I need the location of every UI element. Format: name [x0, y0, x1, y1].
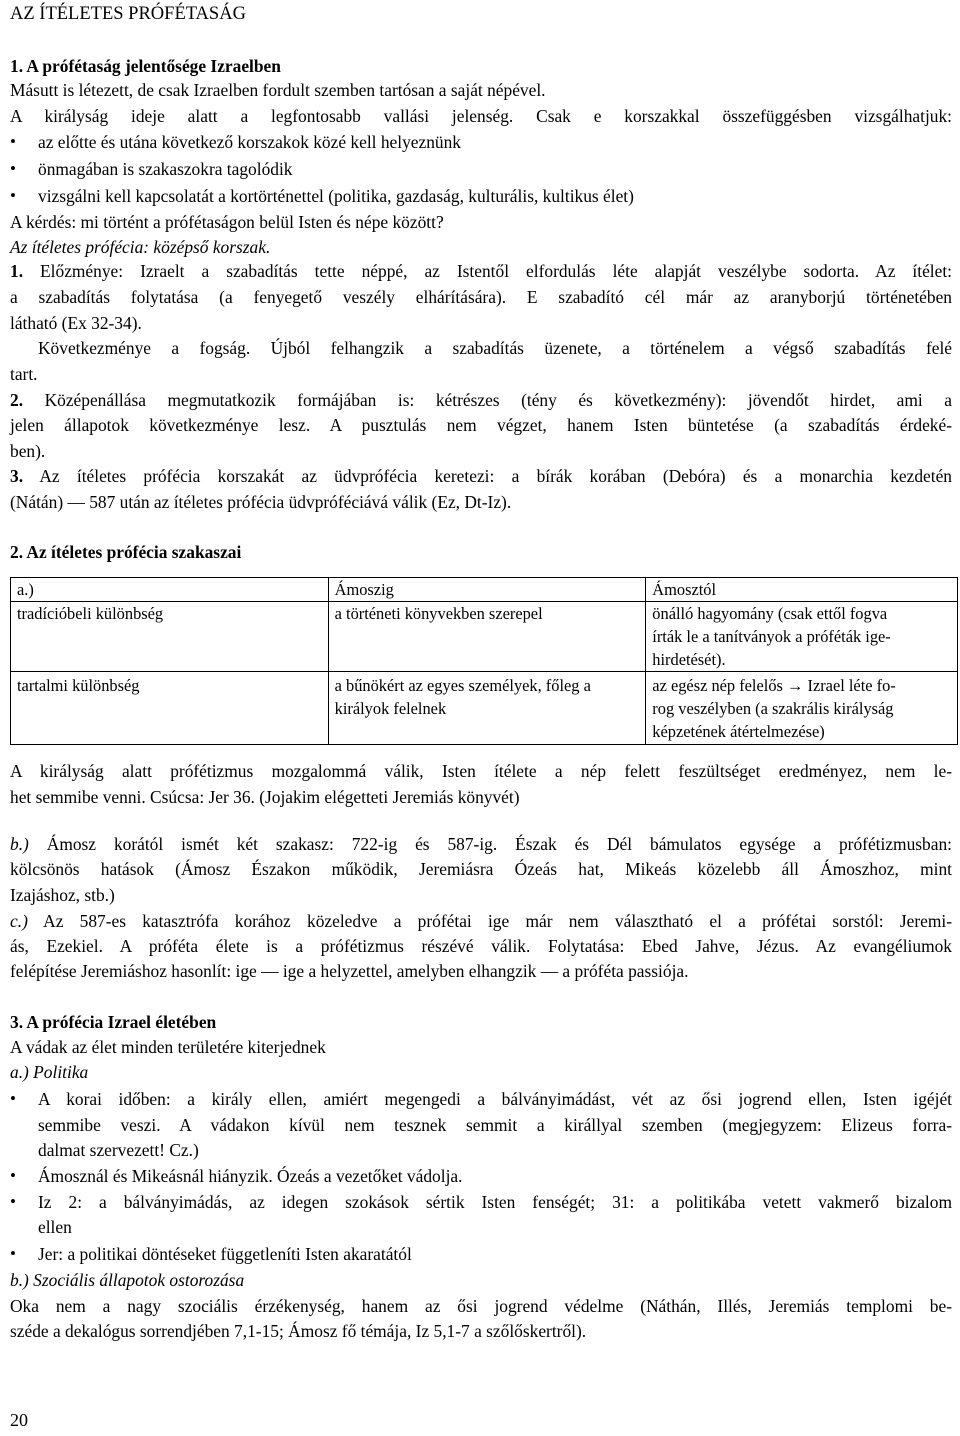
paragraph-line: A királyság ideje alatt a legfontosabb vallási jelenség. Csak e korszakkal összefüggésben vizsgálhatjuk:: [10, 106, 952, 126]
paragraph-line: het semmibe venni. Csúcsa: Jer 36. (Jojakim elégetteti Jeremiás könyvét): [10, 787, 520, 807]
paragraph-line: [10, 259, 952, 283]
bullet-item: • Jer: a politikai döntéseket függetleníti Isten akaratától: [38, 1242, 952, 1266]
bullet-item: • az előtte és utána következő korszakok közé kell helyeznünk: [38, 130, 952, 154]
paragraph-line: [10, 464, 952, 488]
paragraph-text: Az ítéletes prófécia korszakát az üdvprófécia keretezi: a bírák korában (Debóra) és a monarchia kezdetén: [23, 466, 952, 486]
paragraph-text: Az 587-es katasztrófa korához közeledve a prófétai ige már nem választható el a prófétai sorstól: Jeremi-: [27, 911, 952, 931]
bullet-item: • A korai időben: a király ellen, amiért megengedi a bálványimádást, vét az ősi jogrend ellen, Isten igéjét: [38, 1087, 952, 1111]
paragraph-line: felépítése Jeremiáshoz hasonlít: ige — ige a helyzettel, amelyben elhangzik — a próféta passiója.: [10, 961, 689, 981]
section-1-heading: 1. A prófétaság jelentősége Izraelben: [10, 56, 281, 76]
bullet-continuation: dalmat szervezett! Cz.): [38, 1140, 199, 1160]
table-cell: tartalmi különbség: [11, 672, 329, 745]
table-cell: Ámosztól: [646, 578, 958, 602]
table-cell: [646, 672, 958, 745]
document-title: AZ ÍTÉLETES PRÓFÉTASÁG: [10, 4, 246, 24]
paragraph-line: (Nátán) — 587 után az ítéletes prófécia üdvpróféciává válik (Ez, Dt-Iz).: [10, 492, 512, 512]
point-number: 1.: [10, 261, 24, 281]
table-cell: a történeti könyvekben szerepel: [328, 602, 646, 672]
bullet-item: • Ámosznál és Mikeásnál hiányzik. Ózeás a vezetőket vádolja.: [38, 1164, 952, 1188]
table-header-row: [11, 578, 958, 602]
subsection-heading: b.) Szociális állapotok ostorozása: [10, 1270, 245, 1290]
cell-line: királyok felelnek: [334, 699, 447, 718]
bullet-continuation: semmibe veszi. A vádakon kívül nem tesznek semmit a királlyal szemben (megjegyzem: Elizeus forra-: [38, 1115, 952, 1135]
cell-line: képzetének átértelmezése): [652, 722, 825, 741]
paragraph-line: ben).: [10, 441, 46, 461]
table-cell: tradícióbeli különbség: [11, 602, 329, 672]
cell-line: önálló hagyomány (csak ettől fogva: [652, 604, 888, 623]
subsection-label: b.): [10, 834, 29, 854]
subsection-label: c.): [10, 911, 28, 931]
cell-line: a bűnökért az egyes személyek, főleg a: [334, 676, 591, 695]
paragraph-text: Ámosz korától ismét két szakasz: 722-ig és 587-ig. Észak és Dél bámulatos egysége a prófétizmusban:: [28, 834, 952, 854]
paragraph-line: széde a dekalógus sorrendjében 7,1-15; Ámosz fő témája, Iz 5,1-7 a szőlőskertről).: [10, 1321, 587, 1341]
italic-line: Az ítéletes prófécia: középső korszak.: [10, 237, 271, 257]
paragraph-line: A királyság alatt prófétizmus mozgalommá válik, Isten ítélete a nép felett feszültséget eredményez, nem le-: [10, 761, 952, 781]
bullet-continuation: ellen: [38, 1217, 72, 1237]
section-3-heading: 3. A prófécia Izrael életében: [10, 1012, 217, 1032]
paragraph-line: a szabadítás folytatása (a fenyegető veszély elhárítására). E szabadító cél már az aranyborjú történetében: [10, 287, 952, 307]
paragraph-line: [10, 909, 952, 933]
paragraph-line: ás, Ezekiel. A próféta élete is a prófétizmus részévé válik. Folytatása: Ebed Jahve, Jézus. Az evangéliumok: [10, 936, 952, 956]
bullet-item: • önmagában is szakaszokra tagolódik: [38, 157, 952, 181]
point-number: 2.: [10, 390, 24, 410]
page-number: 20: [10, 1410, 28, 1430]
paragraph-line: Következménye a fogság. Újból felhangzik a szabadítás üzenete, a történelem a végső szabadítás felé: [38, 338, 952, 358]
paragraph-line: [10, 388, 952, 412]
paragraph-line: A vádak az élet minden területére kiterjednek: [10, 1037, 326, 1057]
point-number: 3.: [10, 466, 24, 486]
subsection-heading: a.) Politika: [10, 1062, 89, 1082]
table-row: [11, 602, 958, 672]
paragraph-line: Izajáshoz, stb.): [10, 885, 115, 905]
section-2-heading: 2. Az ítéletes prófécia szakaszai: [10, 542, 242, 562]
cell-line: hirdetését).: [652, 650, 726, 669]
bullet-item: • vizsgálni kell kapcsolatát a kortörténettel (politika, gazdaság, kulturális, kultikus élet): [38, 184, 952, 208]
cell-line: rog veszélyben (a szakrális királyság: [652, 699, 894, 718]
paragraph-line: [10, 832, 952, 856]
paragraph-text: Középenállása megmutatkozik formájában is: kétrészes (tény és következmény): jövendőt hirdet, ami a: [23, 390, 952, 410]
comparison-table: [10, 577, 958, 745]
table-row: [11, 672, 958, 745]
cell-line: írták le a tanítványok a próféták ige-: [652, 627, 891, 646]
paragraph-line: tart.: [10, 364, 38, 384]
paragraph-text: Előzménye: Izraelt a szabadítás tette néppé, az Istentől elfordulás léte alapját veszélybe sodorta. Az ítélet:: [23, 261, 952, 281]
question-line: A kérdés: mi történt a prófétaságon belül Isten és népe között?: [10, 212, 444, 232]
table-cell: Ámoszig: [328, 578, 646, 602]
table-cell: [328, 672, 646, 745]
table-cell: a.): [11, 578, 329, 602]
paragraph-line: Oka nem a nagy szociális érzékenység, hanem az ősi jogrend védelme (Náthán, Illés, Jeremiás templomi be-: [10, 1296, 952, 1316]
paragraph-line: Másutt is létezett, de csak Izraelben fordult szemben tartósan a saját népével.: [10, 80, 546, 100]
paragraph-line: látható (Ex 32-34).: [10, 313, 142, 333]
bullet-item: • Iz 2: a bálványimádás, az idegen szokások sértik Isten fenségét; 31: a politikába vetett vakmerő bizalom: [38, 1190, 952, 1214]
paragraph-line: jelen állapotok következménye lesz. A pusztulás nem végzet, hanem Isten büntetése (a szabadítás érdeké-: [10, 415, 952, 435]
paragraph-line: kölcsönös hatások (Ámosz Északon működik, Jeremiásra Ózeás hat, Mikeás közelebb áll Ámoszhoz, mint: [10, 859, 952, 879]
table-cell: [646, 602, 958, 672]
cell-line: az egész nép felelős → Izrael léte fo-: [652, 676, 896, 695]
